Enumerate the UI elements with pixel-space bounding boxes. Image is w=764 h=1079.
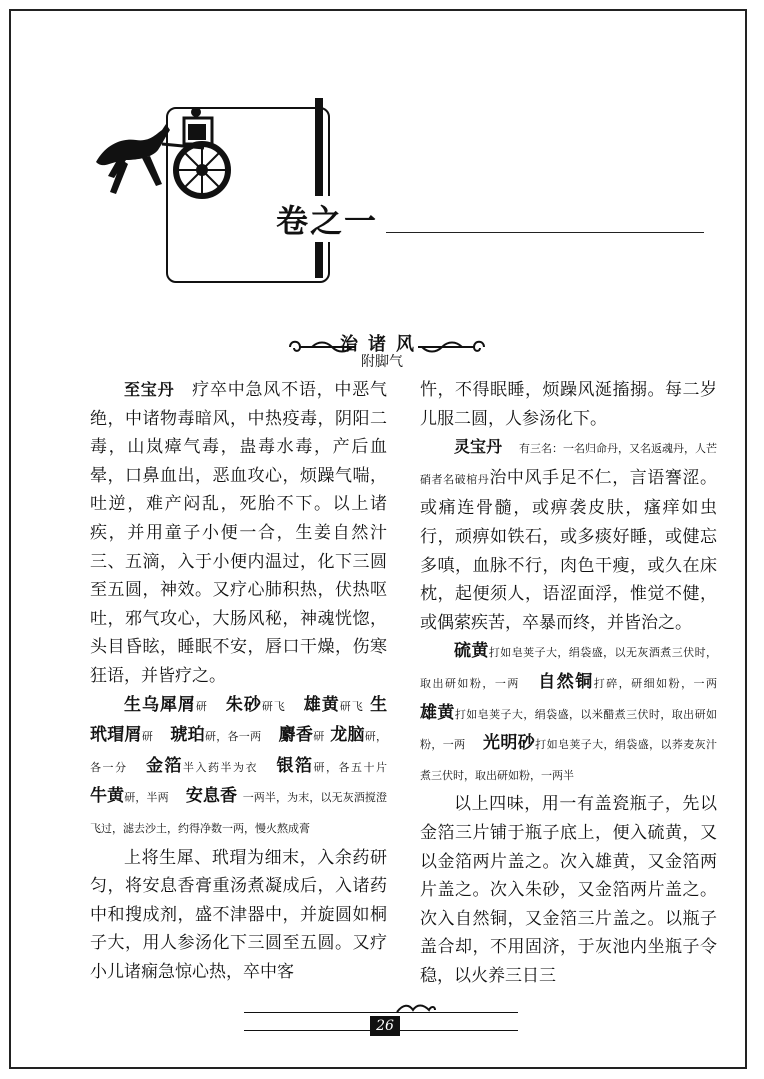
ingredient-note: 打如皂荚子大，绢袋盛，以无灰酒煮三伏时，取出研如粉，一两 xyxy=(420,646,718,690)
ingredient-note: 研 xyxy=(195,699,208,713)
ingredient-note: 打碎，研细如粉，一两 xyxy=(593,676,718,690)
ingredient-name: 生乌犀屑 xyxy=(124,694,196,715)
chapter-bar xyxy=(315,98,323,278)
footer-ornament-icon xyxy=(395,1002,437,1016)
volume-title: 卷之一 xyxy=(276,196,384,242)
ingredient-note: 研，各五十片 xyxy=(313,760,387,774)
paragraph-zhibaodan xyxy=(90,376,387,691)
ingredient-name: 光明砂 xyxy=(482,733,536,754)
ingredient-name: 朱砂 xyxy=(225,694,262,715)
formula-name: 至宝丹 xyxy=(124,380,175,399)
ingredient-note: 打如皂荚子大，绢袋盛，以米醋煮三伏时，取出研如粉，一两 xyxy=(420,707,718,752)
ingredient-note: 打如皂荚子大，绢袋盛，以荞麦灰汁煮三伏时，取出研如粉，一两半 xyxy=(420,738,718,782)
section-subtitle: 附脚气 xyxy=(361,354,403,370)
ingredient-list xyxy=(90,691,387,844)
ingredient-note: 研飞 xyxy=(339,699,364,713)
formula-alias-note: 有三名：一名归命丹，又名返魂丹，人芒硝者名破棺丹 xyxy=(420,442,718,486)
paragraph-lingbaodan xyxy=(420,433,717,637)
preparation-text: 上将生犀、玳瑁为细末，入余药研匀，将安息香膏重汤煮凝成后，入诸药中和搜成剂，盛不津器中，并旋圆如桐子大，用人参汤化下三圆至五圆。又疗小儿诸痫急惊心热，卒中客 xyxy=(90,847,387,982)
right-column xyxy=(420,376,717,990)
ingredient-name: 生玳瑁屑 xyxy=(90,694,388,746)
ingredient-note: 研飞 xyxy=(261,699,286,713)
ingredient-name: 麝香 xyxy=(278,725,314,746)
section-title: 治诸风 xyxy=(340,334,424,355)
ingredient-name: 安息香 xyxy=(185,786,238,807)
ingredient-name: 龙脑 xyxy=(330,725,365,746)
ingredient-name: 银箔 xyxy=(276,755,314,776)
ingredient-note: 一两半，为末，以无灰酒搅澄飞过，滤去沙土，约得净数一两，慢火熬成膏 xyxy=(90,791,388,835)
ingredient-list xyxy=(420,637,717,790)
ingredient-note: 研 xyxy=(141,730,154,744)
title-rule xyxy=(386,232,704,233)
ingredient-note: 研，各一分 xyxy=(90,730,388,774)
formula-description: 疗卒中急风不语，中恶气绝，中诸物毒暗风，中热疫毒，阴阳二毒，山岚瘴气毒，蛊毒水毒，产后血晕，口鼻血出，恶血攻心，烦躁气喘，吐逆，难产闷乱，死胎不下。以上诸疾，并用童子小便一合，生姜自然汁三、五滴，入于小便内温过，化下三圆至五圆，神效。又疗心肺积热，伏热呕吐，邪气攻心，大肠风秘，神魂恍惚，头目昏眩，睡眠不安，唇口干燥，伤寒狂语，并皆疗之。 xyxy=(90,380,388,686)
footer-rule-top xyxy=(244,1012,518,1013)
formula-description: 治中风手足不仁，言语謇涩。或痛连骨髓，或痹袭皮肤，瘙痒如虫行，顽痹如铁石，或多痰好睡，或健忘多嗔，血脉不行，肉色干瘦，或久在床枕，起便须人，语涩面浮，惟觉不健，或偶萦疾苦，卒暴而终，并皆治之。 xyxy=(420,467,718,633)
ingredient-name: 自然铜 xyxy=(538,671,594,692)
ingredient-name: 牛黄 xyxy=(90,786,125,807)
continued-text: 忤，不得眠睡，烦躁风涎搐搦。每二岁儿服二圆，人参汤化下。 xyxy=(420,380,717,429)
ingredient-note: 研，各一两 xyxy=(204,730,262,744)
ingredient-name: 雄黄 xyxy=(303,694,340,715)
ingredient-name: 琥珀 xyxy=(170,725,205,746)
chariot-icon xyxy=(92,104,242,204)
left-column xyxy=(90,376,387,986)
ingredient-name: 雄黄 xyxy=(420,702,455,723)
preparation-text: 以上四味，用一有盖瓷瓶子，先以金箔三片铺于瓶子底上，便入硫黄，又以金箔两片盖之。次入雄黄，又金箔两片盖之。次入朱砂，又金箔两片盖之。次入自然铜，又金箔三片盖之。以瓶子盖合却，不用固济，于灰池内坐瓶子令稳，以火养三日三 xyxy=(420,794,717,986)
page-number: 26 xyxy=(370,1016,400,1036)
formula-name: 灵宝丹 xyxy=(454,437,503,457)
ingredient-note: 半入药半为衣 xyxy=(183,760,258,774)
ingredient-note: 研，半两 xyxy=(124,791,169,805)
ingredient-note: 研 xyxy=(313,730,325,744)
ingredient-name: 金箔 xyxy=(146,755,183,776)
ingredient-name: 硫黄 xyxy=(454,641,489,662)
